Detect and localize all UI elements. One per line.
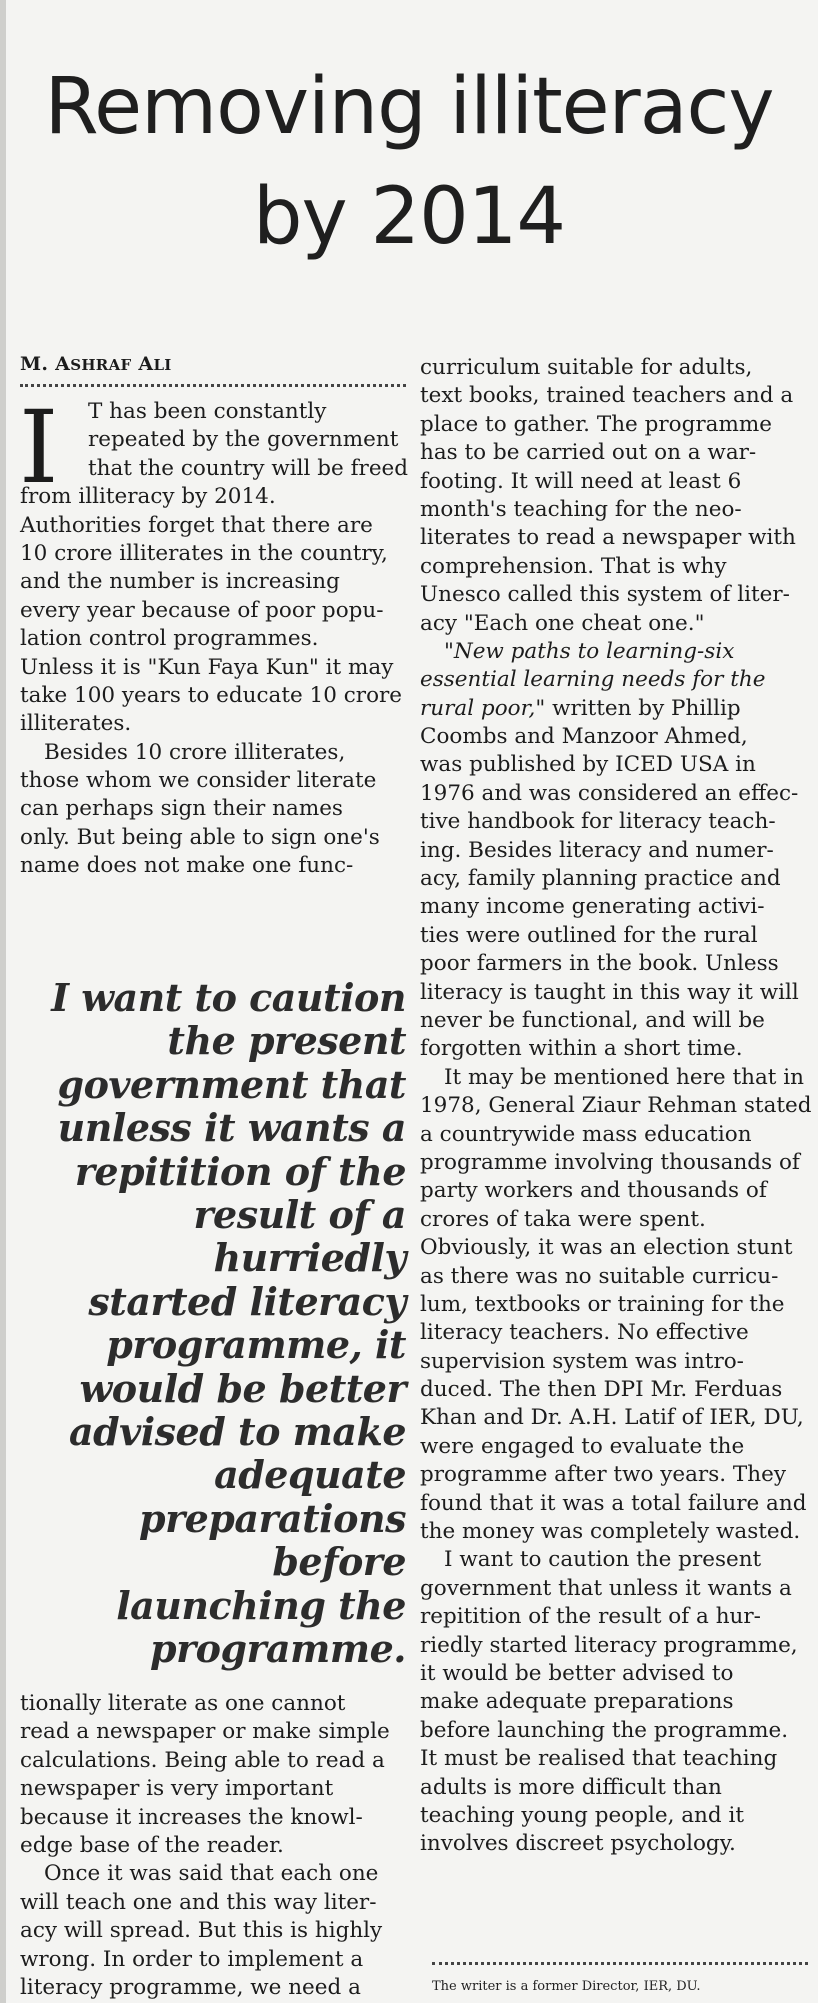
text-line: tionally literate as one cannot <box>20 1691 346 1716</box>
text-line: make adequate preparations <box>420 1689 734 1715</box>
text-line: supervision system was intro- <box>420 1348 744 1374</box>
text-line: illiterates. <box>20 711 132 737</box>
text-line: name does not make one func- <box>20 853 354 879</box>
headline-line-2: by 2014 <box>253 172 565 262</box>
text-line: every year because of poor popu- <box>20 597 384 623</box>
byline: M. ASHRAF ALI <box>20 353 172 375</box>
text-line: Coombs and Manzoor Ahmed, <box>420 724 748 750</box>
pull-quote-line: repitition of the <box>74 1148 406 1194</box>
text-line: 10 crore illiterates in the country, <box>20 540 388 566</box>
text-line: party workers and thousands of <box>420 1178 767 1204</box>
pull-quote-line: launching the <box>116 1582 406 1628</box>
text-line: comprehension. That is why <box>420 553 727 579</box>
text-line: 1978, General Ziaur Rehman stated <box>420 1093 812 1119</box>
text-line: month's teaching for the neo- <box>420 496 742 522</box>
text-line: were engaged to evaluate the <box>420 1433 745 1459</box>
pull-quote-line: I want to caution <box>51 975 406 1020</box>
text-line: Once it was said that each one <box>44 1861 379 1887</box>
pull-quote-line: started literacy <box>88 1278 406 1324</box>
pull-quote-line: programme. <box>150 1626 406 1672</box>
text-line: Besides 10 crore illiterates, <box>44 739 346 765</box>
pull-quote-line: unless it wants a <box>57 1105 406 1151</box>
text-line: as there was no suitable curricu- <box>420 1263 779 1289</box>
text-line: newspaper is very important <box>20 1776 334 1802</box>
text-line: place to gather. The programme <box>420 411 772 437</box>
text-line: 1976 and was considered an effec- <box>420 780 799 806</box>
text-line: has to be carried out on a war- <box>420 440 757 466</box>
text-line: Unless it is "Kun Faya Kun" it may <box>20 654 394 680</box>
text-line: wrong. In order to implement a <box>20 1946 364 1972</box>
text-line: essential learning needs for the <box>420 667 766 693</box>
text-line: literacy is taught in this way it will <box>420 979 799 1005</box>
text-line: I want to caution the present <box>444 1547 762 1573</box>
text-line: curriculum suitable for adults, <box>420 355 753 380</box>
text-line: Authorities forget that there are <box>20 512 373 538</box>
text-line: never be functional, and will be <box>420 1007 765 1033</box>
pull-quote-line: programme, it <box>106 1322 406 1368</box>
text-line: before launching the programme. <box>420 1717 789 1743</box>
pull-quote-line: adequate <box>214 1452 406 1498</box>
text-line: rural poor," written by Phillip <box>420 695 741 721</box>
text-line: literacy teachers. No effective <box>420 1320 749 1346</box>
text-line: found that it was a total failure and <box>420 1490 807 1516</box>
headline-line-1: Removing illiteracy <box>44 62 774 152</box>
text-line: because it increases the knowl- <box>20 1804 363 1830</box>
text-line: will teach one and this way liter- <box>20 1889 377 1915</box>
text-line: text books, trained teachers and a <box>420 383 794 409</box>
text-line: those whom we consider literate <box>20 768 377 794</box>
page-edge <box>0 0 6 2003</box>
text-line: it would be better advised to <box>420 1660 734 1686</box>
text-line: lum, textbooks or training for the <box>420 1291 785 1317</box>
text-line: Khan and Dr. A.H. Latif of IER, DU, <box>420 1405 804 1431</box>
text-line: poor farmers in the book. Unless <box>420 951 779 977</box>
text-line: from illiteracy by 2014. <box>20 484 276 510</box>
pull-quote-line: preparations before <box>139 1495 406 1585</box>
pull-quote <box>10 976 406 1671</box>
text-line: acy will spread. But this is highly <box>20 1918 383 1944</box>
text-line: calculations. Being able to read a <box>20 1747 385 1773</box>
text-line: riedly started literacy programme, <box>420 1632 798 1658</box>
text-line: duced. The then DPI Mr. Ferduas <box>420 1377 783 1403</box>
pull-quote-line: result of a hurriedly <box>193 1192 406 1281</box>
text-line: crores of taka were spent. <box>420 1206 706 1232</box>
text-line: acy, family planning practice and <box>420 866 781 892</box>
author-note: The writer is a former Director, IER, DU. <box>432 1979 701 1994</box>
text-line: and the number is increasing <box>20 569 340 595</box>
pull-quote-line: advised to make <box>68 1409 406 1455</box>
pull-quote-line: would be better <box>79 1365 406 1411</box>
text-line: can perhaps sign their names <box>20 796 343 822</box>
text-line: footing. It will need at least 6 <box>420 468 742 494</box>
text-line: only. But being able to sign one's <box>20 824 380 850</box>
text-line: involves discreet psychology. <box>420 1831 736 1857</box>
column-1-bottom <box>20 1690 390 2002</box>
footer-divider <box>432 1962 808 1965</box>
text-line: It must be realised that teaching <box>420 1746 778 1772</box>
drop-cap: I <box>19 389 59 506</box>
text-line: teaching young people, and it <box>420 1802 745 1828</box>
text-line: the money was completely wasted. <box>420 1519 801 1545</box>
text-line: lation control programmes. <box>20 626 319 652</box>
text-line: repeated by the government <box>88 427 399 453</box>
text-line: take 100 years to educate 10 crore <box>20 682 403 708</box>
text-line: was published by ICED USA in <box>420 752 756 778</box>
text-line: Unesco called this system of liter- <box>420 582 790 608</box>
column-2 <box>420 354 812 1859</box>
text-line: T has been constantly <box>88 399 327 424</box>
text-line: ties were outlined for the rural <box>420 922 758 948</box>
text-line: ing. Besides literacy and numer- <box>420 837 774 863</box>
text-line: literacy programme, we need a <box>20 1974 361 2000</box>
text-line: many income generating activi- <box>420 894 765 920</box>
text-line: forgotten within a short time. <box>420 1036 743 1062</box>
text-line: a countrywide mass education <box>420 1121 752 1147</box>
text-line: "New paths to learning-six <box>444 638 735 664</box>
text-line: programme after two years. They <box>420 1462 786 1488</box>
text-line: read a newspaper or make simple <box>20 1719 390 1745</box>
text-line: tive handbook for literacy teach- <box>420 809 776 835</box>
text-line: that the country will be freed <box>88 455 409 481</box>
text-line: It may be mentioned here that in <box>444 1064 804 1090</box>
text-line: acy "Each one cheat one." <box>420 610 705 636</box>
text-line: Obviously, it was an election stunt <box>420 1235 793 1261</box>
text-line: edge base of the reader. <box>20 1832 284 1858</box>
text-line: literates to read a newspaper with <box>420 525 796 551</box>
text-line: programme involving thousands of <box>420 1149 800 1175</box>
text-line: repitition of the result of a hur- <box>420 1604 761 1630</box>
text-line: government that unless it wants a <box>420 1575 792 1601</box>
byline-divider <box>20 384 406 387</box>
column-1-top <box>19 389 409 881</box>
pull-quote-line: government that <box>57 1061 406 1107</box>
text-line: adults is more difficult than <box>420 1774 722 1800</box>
pull-quote-line: the present <box>167 1018 406 1064</box>
